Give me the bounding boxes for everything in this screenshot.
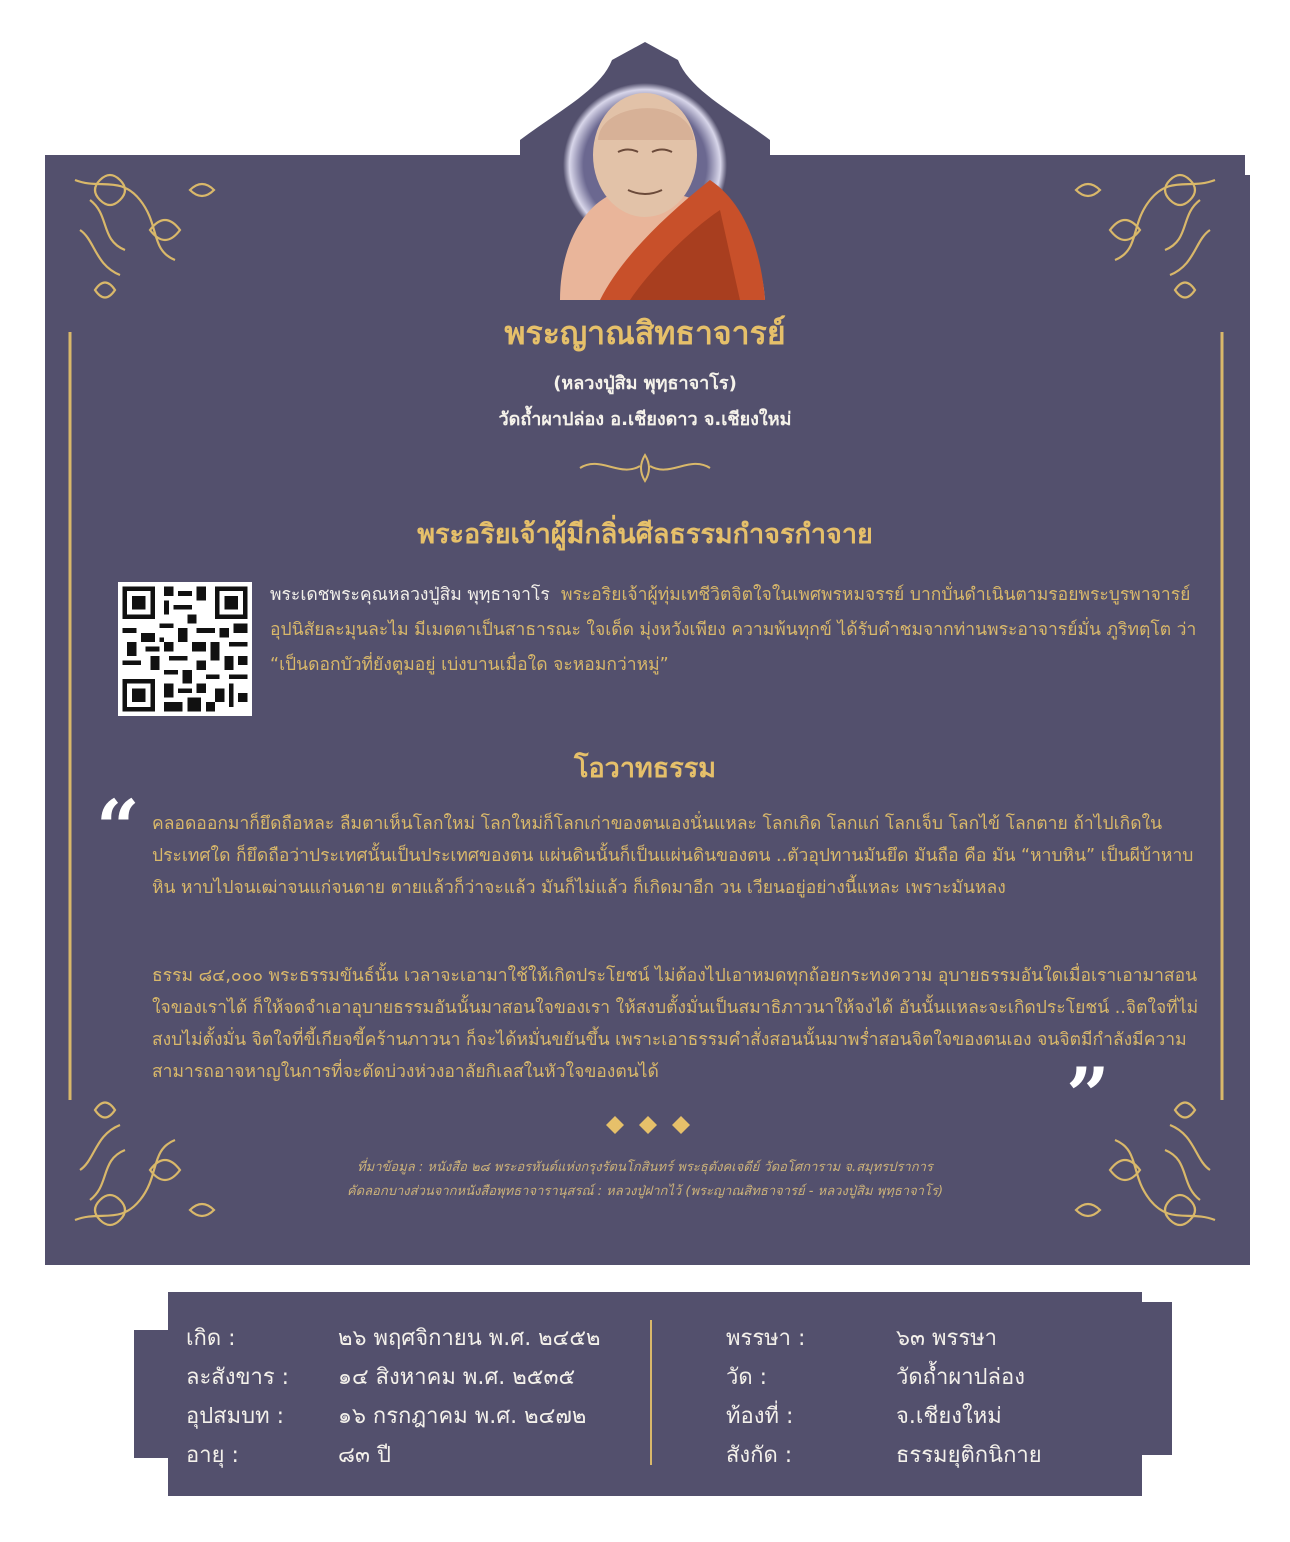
monk-name-subtitle: (หลวงปู่สิม พุทฺธาจาโร): [553, 373, 737, 394]
source-line-2: คัดลอกบางส่วนจากหนังสือพุทธาจารานุสรณ์ : หลวงปู่ฝากไว้ (พระญาณสิทธาจารย์ - หลวงปู่สิม พุทฺธาจาโร): [346, 1184, 944, 1199]
temple-value: วัดถ้ำผาปล่อง: [896, 1365, 1025, 1390]
source-line-1: ที่มาข้อมูล : หนังสือ ๒๘ พระอรหันต์แห่งกรุงรัตนโกสินทร์ พระธุตังคเจดีย์ วัดอโศการาม จ.สมุทรปราการ: [357, 1160, 933, 1175]
close-quote-icon: ”: [1066, 1051, 1110, 1140]
teaching-paragraph-2: ธรรม ๘๔,๐๐๐ พระธรรมขันธ์นั้น เวลาจะเอามาใช้ให้เกิดประโยชน์ ไม่ต้องไปเอาหมดทุกถ้อยกระทงความ อุบายธรรมอันใดเมื่อเราเอามาสอนใจของเราได้ ก็ให้จดจำเอาอุบายธรรมอันนั้นมาสอนใจของเรา ให้สงบตั้งมั่นเป็นสมาธิภาวนาให้จงได้ อันนั้นแหละจะเกิดประโยชน์ ..จิตใจที่ไม่สงบไม่ตั้งมั่น จิตใจที่ขี้เกียจขี้คร้านภาวนา ก็จะได้หมั่นขยันขึ้น เพราะเอาธรรมคำสั่งสอนนั้นมาพร่ำสอนจิตใจของตนเอง จนจิตมีกำลังมีความสามารถอาจหาญในการที่จะตัดบ่วงห่วงอาลัยกิเลสในหัวใจของตนได้: [152, 966, 1199, 1082]
ordained-value: ๑๖ กรกฎาคม พ.ศ. ๒๔๗๒: [338, 1404, 587, 1429]
open-quote-icon: “: [96, 783, 140, 872]
page-title: พระญาณสิทธาจารย์: [504, 314, 786, 352]
temple-subtitle: วัดถ้ำผาปล่อง อ.เชียงดาว จ.เชียงใหม่: [498, 409, 792, 430]
intro-name: พระเดชพระคุณหลวงปู่สิม พุทฺธาจาโร: [270, 585, 550, 605]
qr-code-icon[interactable]: [118, 582, 252, 716]
sect-label: สังกัด :: [726, 1443, 793, 1468]
teaching-heading: โอวาทธรรม: [573, 753, 717, 784]
passed-label: ละสังขาร :: [186, 1365, 290, 1390]
section-heading: พระอริยเจ้าผู้มีกลิ่นศีลธรรมกำจรกำจาย: [417, 519, 873, 550]
ordained-label: อุปสมบท :: [186, 1404, 284, 1429]
sect-value: ธรรมยุติกนิกาย: [896, 1443, 1042, 1468]
born-label: เกิด :: [186, 1326, 236, 1351]
teaching-paragraph-1: คลอดออกมาก็ยึดถือหละ ลืมตาเห็นโลกใหม่ โลกใหม่ก็โลกเก่าของตนเองนั่นแหละ โลกเกิด โลกแก่ โลกเจ็บ โลกไข้ โลกตาย ถ้าไปเกิดในประเทศใด ก็ยึดถือว่าประเทศนั้นเป็นประเทศของตน แผ่นดินนั้นก็เป็นแผ่นดินของตน ..ตัวอุปทานมันยึด มันถือ คือ มัน “หาบหิน” เป็นผีบ้าหาบหิน หาบไปจนเฒ่าจนแก่จนตาย ตายแล้วก็ว่าจะแล้ว มันก็ไม่แล้ว ก็เกิดมาอีก วน เวียนอยู่อย่างนี้แหละ เพราะมันหลง: [152, 814, 1194, 898]
passed-value: ๑๔ สิงหาคม พ.ศ. ๒๕๓๕: [338, 1365, 576, 1390]
location-value: จ.เชียงใหม่: [896, 1404, 1002, 1429]
temple-label: วัด :: [726, 1365, 768, 1390]
age-label: อายุ :: [186, 1443, 239, 1468]
age-value: ๘๓ ปี: [338, 1443, 391, 1468]
born-value: ๒๖ พฤศจิกายน พ.ศ. ๒๔๕๒: [338, 1326, 601, 1351]
vassa-label: พรรษา :: [726, 1326, 806, 1351]
intro-body: พระอริยเจ้าผู้ทุ่มเทชีวิตจิตใจในเพศพรหมจรรย์ บากบั่นดำเนินตามรอยพระบูรพาจารย์ อุปนิสัยละมุนละไม มีเมตตาเป็นสาธารณะ ใจเด็ด มุ่งหวังเพียง ความพ้นทุกข์ ได้รับคำชมจากท่านพระอาจารย์มั่น ภูริทตฺโต ว่า “เป็นดอกบัวที่ยังตูมอยู่ เบ่งบานเมื่อใด จะหอมกว่าหมู่”: [270, 585, 1197, 675]
intro-paragraph: [270, 578, 1205, 683]
location-label: ท้องที่ :: [726, 1404, 794, 1429]
vassa-value: ๖๓ พรรษา: [896, 1326, 997, 1351]
